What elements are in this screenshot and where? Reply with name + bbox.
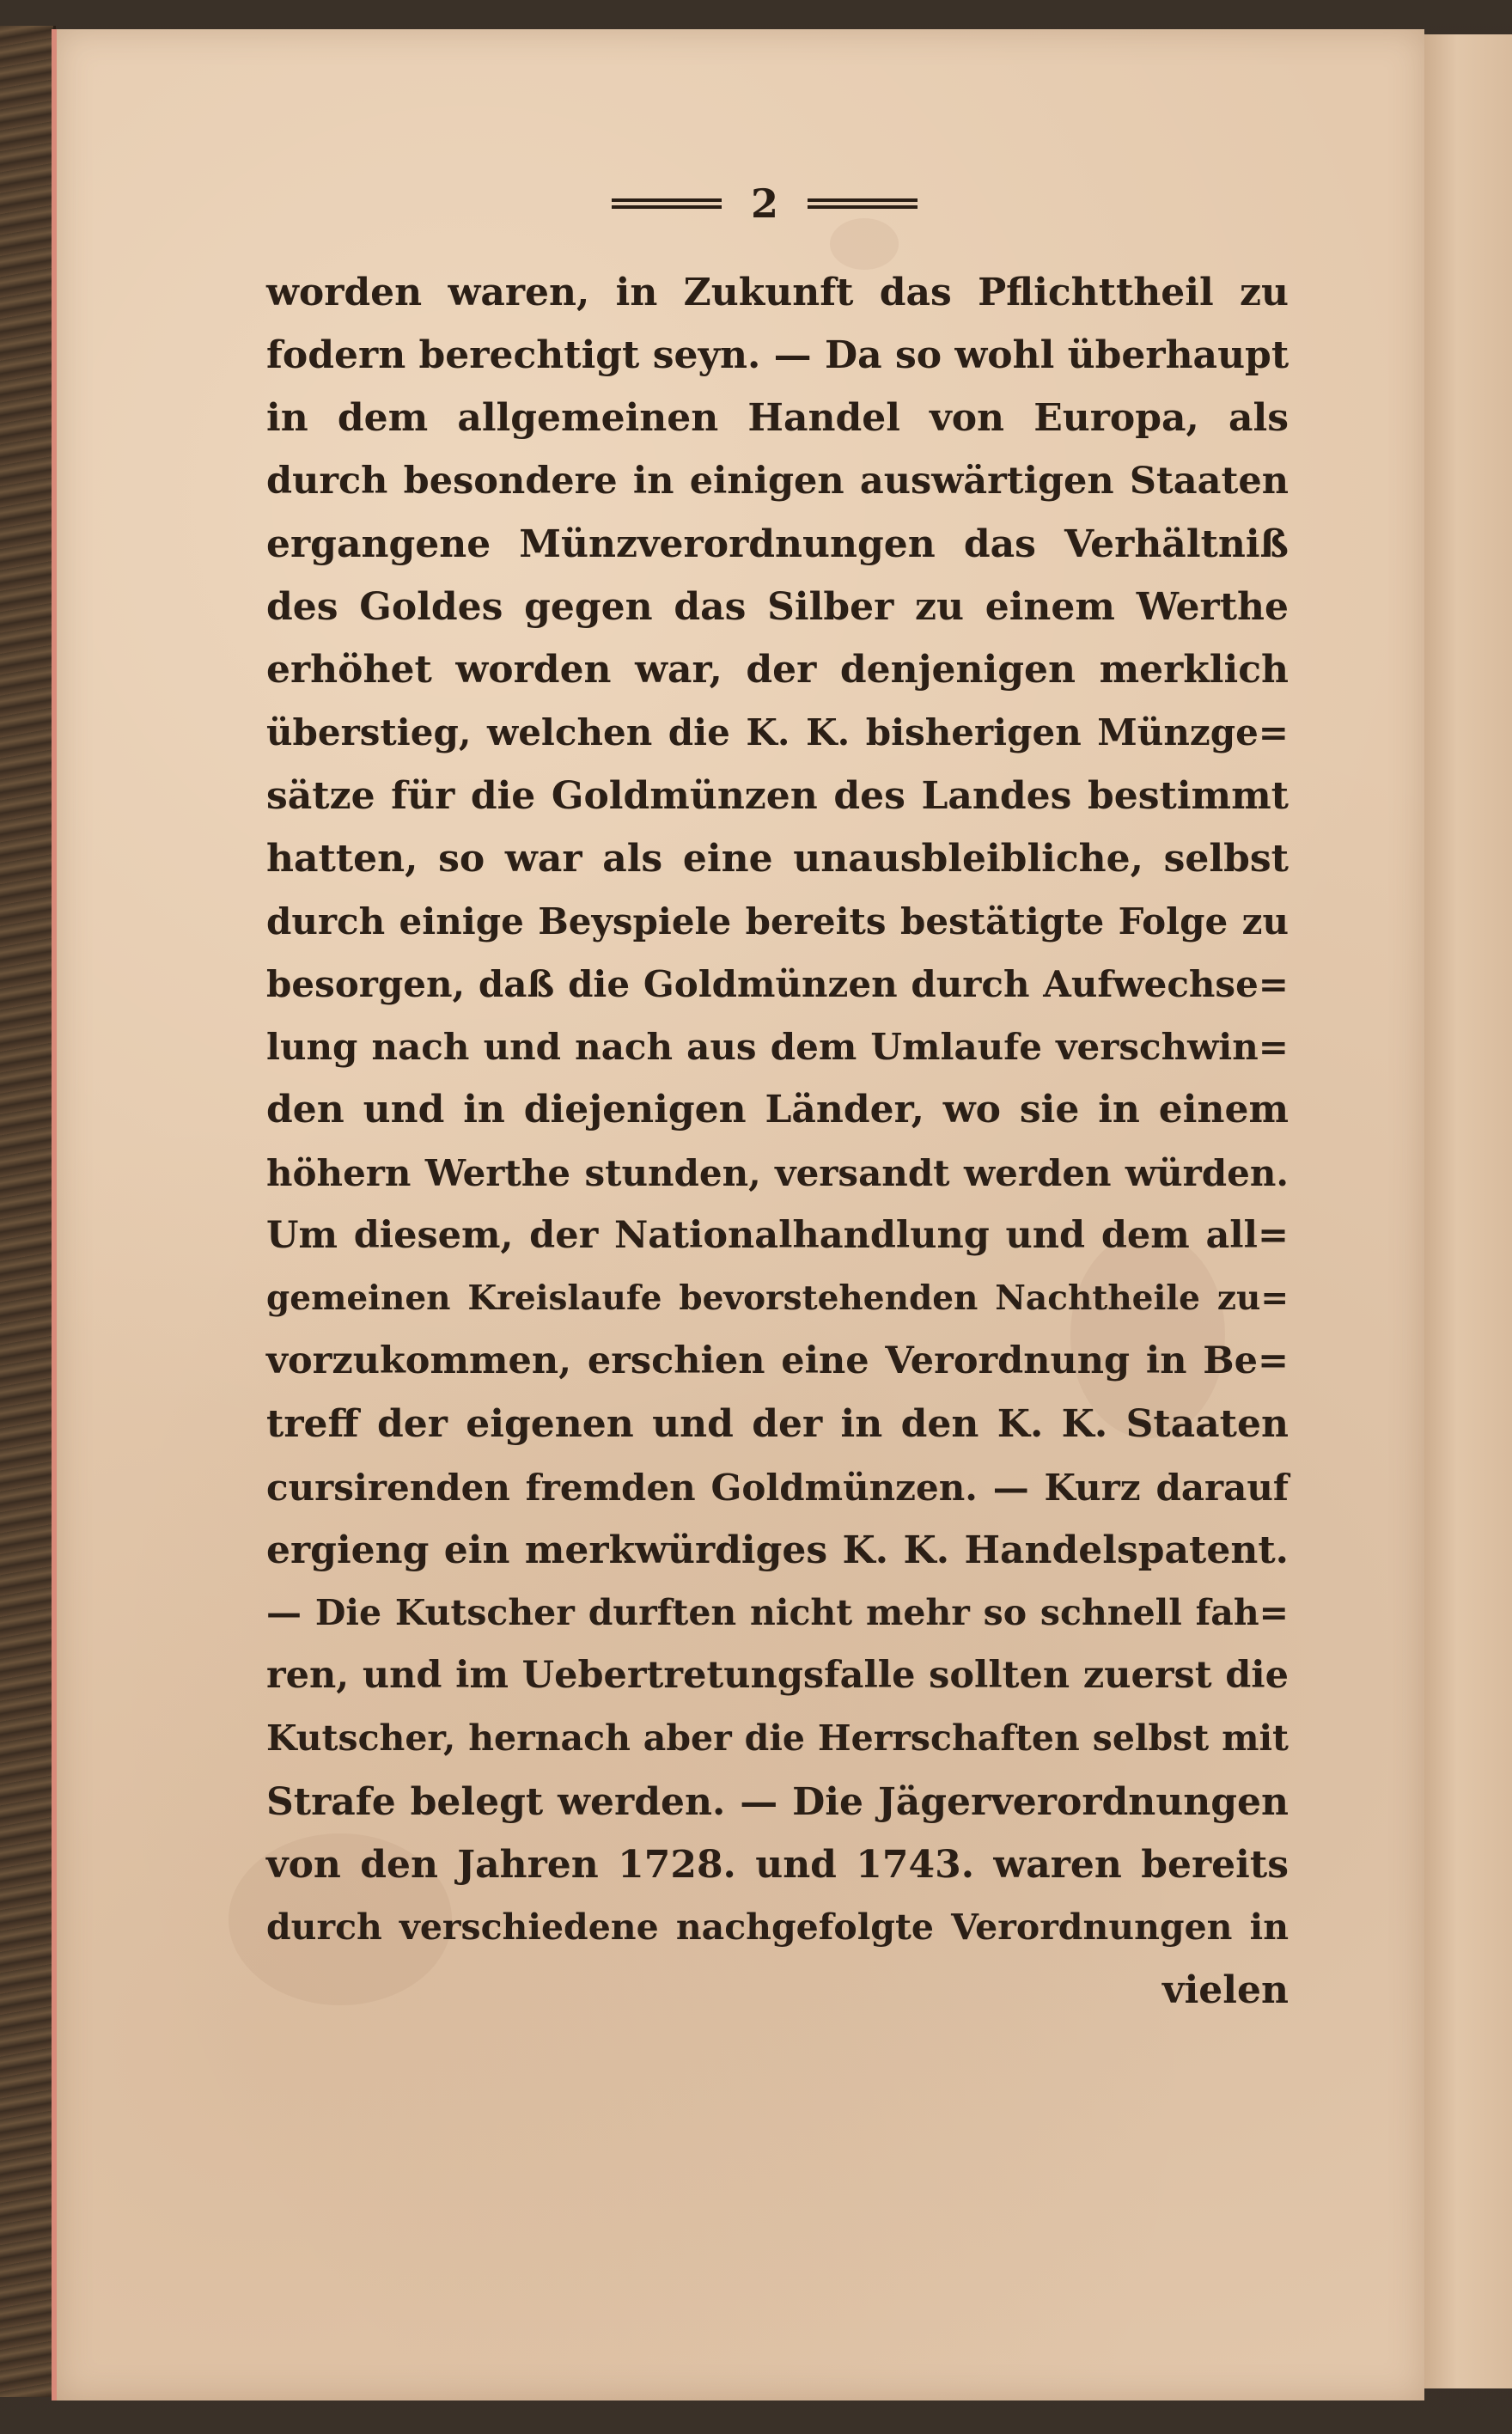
text-line: Kutscher, hernach aber die Herrschaften selbst mit <box>266 1717 1289 1760</box>
header-rule-left <box>612 198 722 209</box>
text-line: in dem allgemeinen Handel von Europa, als <box>266 396 1289 441</box>
catchword: vielen <box>1162 1968 1289 2013</box>
text-line: durch einige Beyspiele bereits bestätigte Folge zu <box>266 900 1289 942</box>
text-line: des Goldes gegen das Silber zu einem Werthe <box>266 584 1289 629</box>
page-number: 2 <box>750 180 778 227</box>
text-line: durch besondere in einigen auswärtigen Staaten <box>266 459 1289 503</box>
text-line: erhöhet worden war, der denjenigen merklich <box>266 648 1289 692</box>
text-line: — Die Kutscher durften nicht mehr so schnell fah= <box>266 1591 1289 1633</box>
text-line: sätze für die Goldmünzen des Landes bestimmt <box>266 773 1289 818</box>
text-line: cursirenden fremden Goldmünzen. — Kurz darauf <box>266 1466 1289 1509</box>
text-line: ren, und im Uebertretungsfalle sollten zuerst die <box>266 1654 1289 1698</box>
text-line: fodern berechtigt seyn. — Da so wohl überhaupt <box>266 333 1289 378</box>
facing-page-edge <box>1418 34 1512 2388</box>
book-spine <box>0 26 56 2397</box>
text-line: worden waren, in Zukunft das Pflichttheil zu <box>266 271 1289 314</box>
text-line: ergangene Münzverordnungen das Verhältniß <box>266 522 1289 566</box>
running-head <box>301 175 1228 232</box>
text-line: überstieg, welchen die K. K. bisherigen Münzge= <box>266 711 1289 754</box>
text-line: lung nach und nach aus dem Umlaufe verschwin= <box>266 1026 1289 1069</box>
text-line: ergieng ein merkwürdiges K. K. Handelspatent. <box>266 1528 1289 1572</box>
page-content <box>266 175 1297 2340</box>
text-line: durch verschiedene nachgefolgte Verordnungen in <box>266 1906 1289 1948</box>
text-line: von den Jahren 1728. und 1743. waren bereits <box>266 1842 1289 1887</box>
body-text <box>266 261 1297 2022</box>
text-line: den und in diejenigen Länder, wo sie in einem <box>266 1088 1289 1132</box>
text-line: vorzukommen, erschien eine Verordnung in Be= <box>266 1339 1289 1383</box>
header-rule-right <box>808 198 918 209</box>
text-line: hatten, so war als eine unausbleibliche, selbst <box>266 836 1289 881</box>
text-line: Strafe belegt werden. — Die Jägerverordnungen <box>266 1779 1289 1824</box>
text-line: gemeinen Kreislaufe bevorstehenden Nachtheile zu= <box>266 1278 1289 1318</box>
text-line: treff der eigenen und der in den K. K. Staaten <box>266 1402 1289 1447</box>
text-line: höhern Werthe stunden, versandt werden würden. <box>266 1151 1289 1194</box>
text-line: Um diesem, der Nationalhandlung und dem all= <box>266 1213 1289 1257</box>
text-line: besorgen, daß die Goldmünzen durch Aufwechse= <box>266 963 1289 1006</box>
book-page <box>52 29 1424 2400</box>
